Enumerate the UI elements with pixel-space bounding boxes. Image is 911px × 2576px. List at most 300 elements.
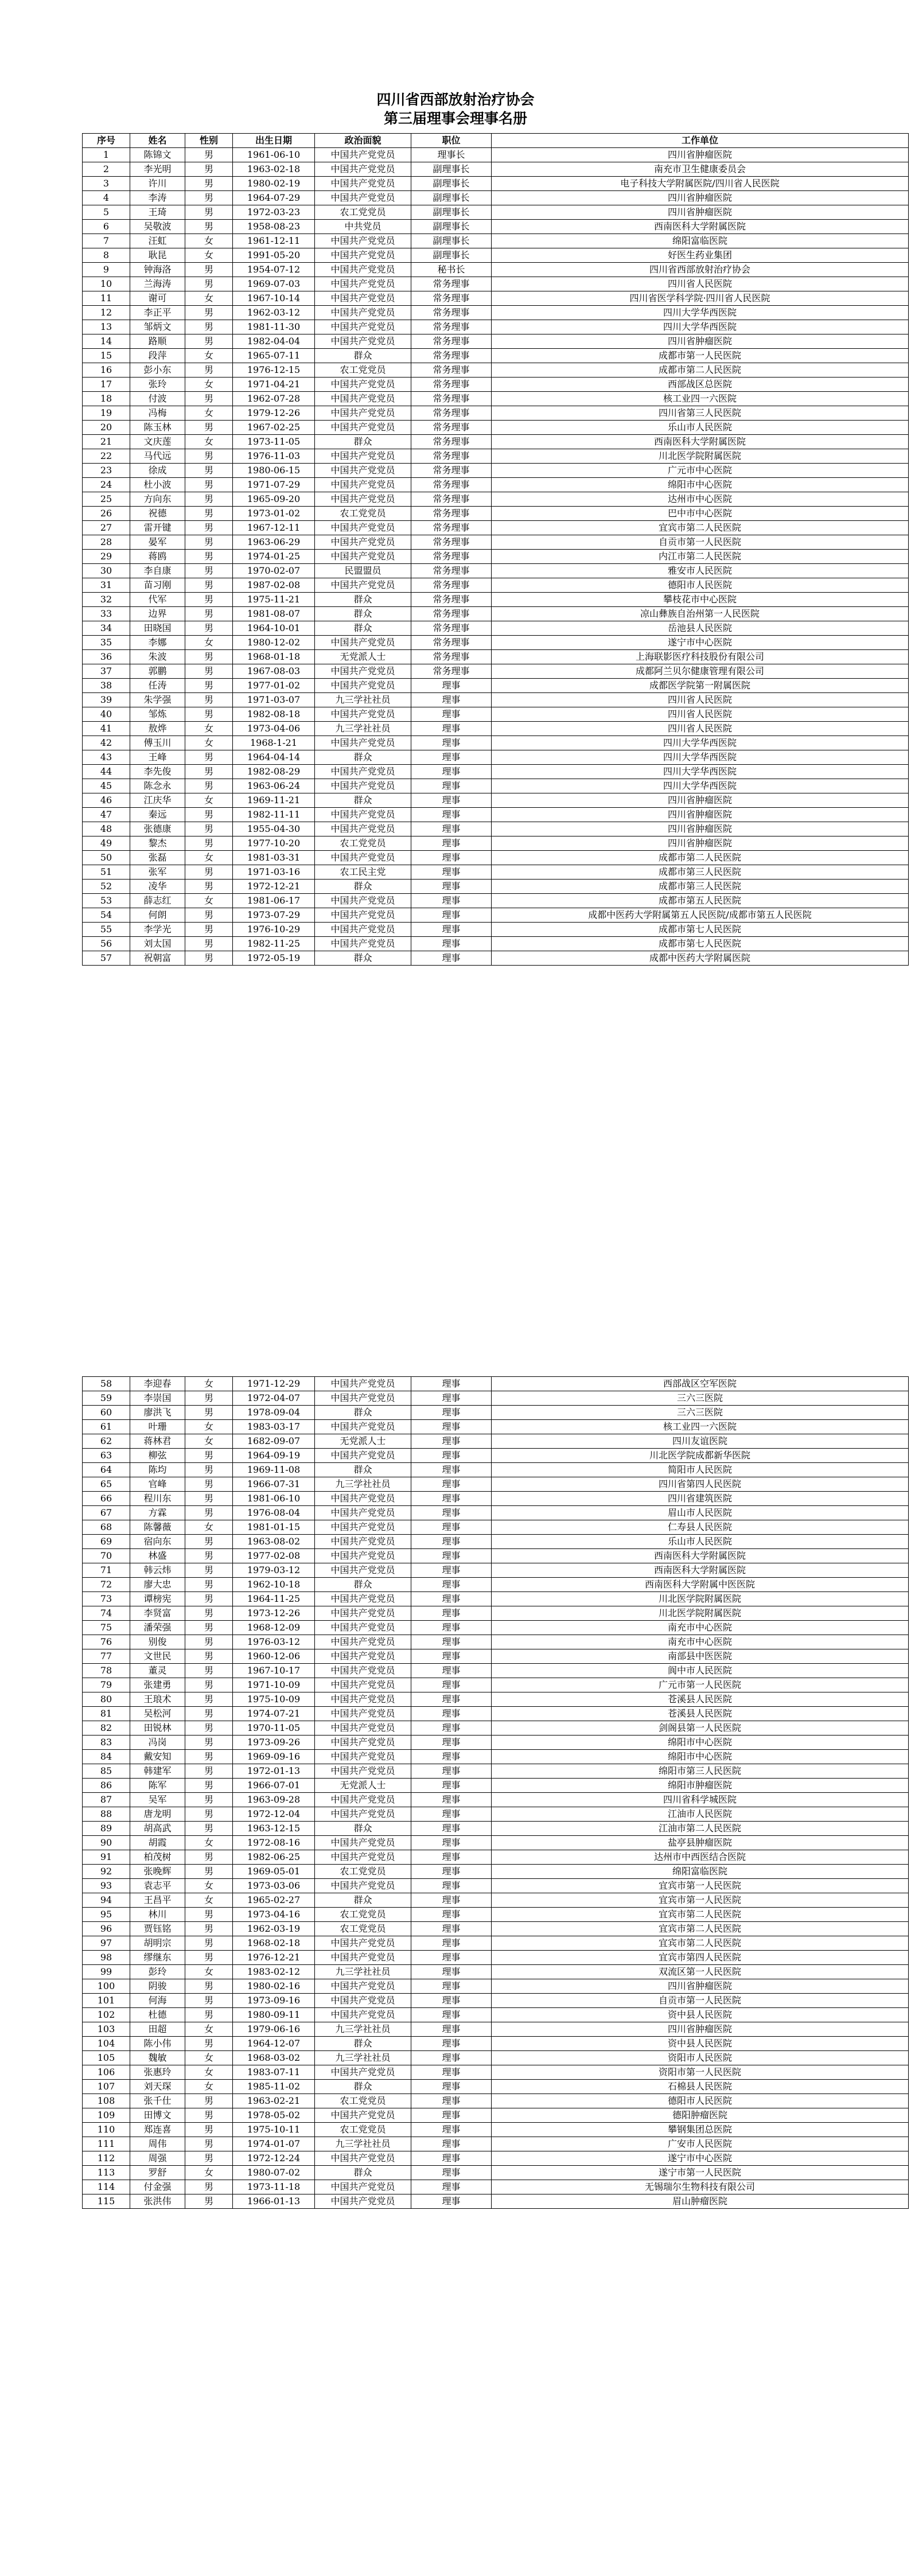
cell-unit: 四川省科学城医院: [492, 1793, 909, 1807]
cell-gender: 女: [185, 1520, 233, 1535]
cell-political: 中国共产党党员: [315, 449, 411, 464]
cell-political: 九三学社社员: [315, 1965, 411, 1979]
cell-position: 理事: [411, 679, 492, 693]
cell-gender: 男: [185, 1779, 233, 1793]
cell-unit: 四川省肿瘤医院: [492, 1979, 909, 1994]
cell-gender: 男: [185, 1994, 233, 2008]
cell-political: 中国共产党党员: [315, 1377, 411, 1391]
cell-birth: 1967-12-11: [233, 521, 315, 535]
cell-unit: 四川省第三人民医院: [492, 406, 909, 421]
cell-birth: 1966-07-01: [233, 1779, 315, 1793]
cell-birth: 1973-11-18: [233, 2180, 315, 2194]
cell-birth: 1954-07-12: [233, 263, 315, 277]
table-row: [83, 1951, 909, 1965]
cell-political: 中国共产党党员: [315, 1879, 411, 1893]
cell-unit: 四川省肿瘤医院: [492, 148, 909, 162]
cell-gender: 男: [185, 1908, 233, 1922]
cell-political: 中国共产党党员: [315, 334, 411, 349]
cell-gender: 男: [185, 1850, 233, 1865]
cell-birth: 1980-02-16: [233, 1979, 315, 1994]
cell-gender: 男: [185, 1391, 233, 1406]
cell-birth: 1971-12-29: [233, 1377, 315, 1391]
cell-no: 78: [83, 1664, 130, 1678]
cell-unit: 绵阳市中心医院: [492, 478, 909, 492]
cell-gender: 女: [185, 378, 233, 392]
cell-gender: 男: [185, 421, 233, 435]
cell-position: 理事: [411, 1850, 492, 1865]
cell-birth: 1958-08-23: [233, 220, 315, 234]
cell-birth: 1965-09-20: [233, 492, 315, 507]
cell-no: 90: [83, 1836, 130, 1850]
cell-political: 中国共产党党员: [315, 2151, 411, 2166]
header-unit: 工作单位: [492, 134, 909, 148]
cell-unit: 南充市中心医院: [492, 1621, 909, 1635]
cell-position: 理事: [411, 707, 492, 722]
cell-birth: 1969-11-08: [233, 1463, 315, 1477]
table-row: [83, 1606, 909, 1621]
cell-position: 理事: [411, 1979, 492, 1994]
cell-position: 理事: [411, 1492, 492, 1506]
cell-name: 李先俊: [130, 765, 185, 779]
cell-no: 107: [83, 2080, 130, 2094]
cell-no: 57: [83, 951, 130, 966]
cell-birth: 1963-06-24: [233, 779, 315, 793]
cell-gender: 女: [185, 2022, 233, 2037]
cell-birth: 1969-05-01: [233, 1865, 315, 1879]
cell-unit: 宜宾市第四人民医院: [492, 1951, 909, 1965]
table-row: [83, 693, 909, 707]
cell-political: 中国共产党党员: [315, 707, 411, 722]
cell-position: 理事: [411, 2180, 492, 2194]
cell-political: 中国共产党党员: [315, 765, 411, 779]
cell-position: 理事: [411, 1578, 492, 1592]
cell-unit: 资中县人民医院: [492, 2037, 909, 2051]
cell-political: 中国共产党党员: [315, 679, 411, 693]
cell-birth: 1967-10-17: [233, 1664, 315, 1678]
cell-position: 常务理事: [411, 664, 492, 679]
cell-political: 中国共产党党员: [315, 2008, 411, 2022]
cell-birth: 1991-05-20: [233, 248, 315, 263]
cell-political: 中国共产党党员: [315, 1391, 411, 1406]
table-row: [83, 248, 909, 263]
cell-position: 理事: [411, 1793, 492, 1807]
cell-unit: 凉山彝族自治州第一人民医院: [492, 607, 909, 621]
cell-gender: 女: [185, 2080, 233, 2094]
cell-unit: 乐山市人民医院: [492, 421, 909, 435]
cell-political: 中国共产党党员: [315, 263, 411, 277]
cell-gender: 女: [185, 1893, 233, 1908]
cell-no: 3: [83, 177, 130, 191]
cell-gender: 男: [185, 1549, 233, 1563]
cell-birth: 1983-03-17: [233, 1420, 315, 1434]
cell-no: 96: [83, 1922, 130, 1936]
cell-no: 22: [83, 449, 130, 464]
cell-no: 70: [83, 1549, 130, 1563]
cell-birth: 1962-07-28: [233, 392, 315, 406]
cell-name: 柏茂树: [130, 1850, 185, 1865]
table-row: [83, 1649, 909, 1664]
cell-name: 何朗: [130, 908, 185, 923]
cell-political: 中国共产党党员: [315, 1736, 411, 1750]
cell-no: 109: [83, 2108, 130, 2123]
table-row: [83, 334, 909, 349]
cell-political: 中国共产党党员: [315, 1807, 411, 1822]
table-row: [83, 1836, 909, 1850]
table-row: [83, 750, 909, 765]
cell-birth: 1968-02-18: [233, 1936, 315, 1951]
cell-position: 理事: [411, 894, 492, 908]
cell-birth: 1980-06-15: [233, 464, 315, 478]
cell-position: 理事: [411, 1434, 492, 1449]
cell-no: 56: [83, 937, 130, 951]
cell-name: 李光明: [130, 162, 185, 177]
cell-position: 理事: [411, 1994, 492, 2008]
cell-position: 副理事长: [411, 162, 492, 177]
cell-position: 理事: [411, 1506, 492, 1520]
cell-unit: 西部战区空军医院: [492, 1377, 909, 1391]
cell-no: 18: [83, 392, 130, 406]
cell-gender: 男: [185, 191, 233, 205]
table-row: [83, 2065, 909, 2080]
cell-gender: 男: [185, 2108, 233, 2123]
cell-no: 38: [83, 679, 130, 693]
table-row: [83, 1520, 909, 1535]
cell-political: 中国共产党党员: [315, 2180, 411, 2194]
cell-no: 64: [83, 1463, 130, 1477]
cell-political: 中国共产党党员: [315, 937, 411, 951]
cell-name: 祝朝富: [130, 951, 185, 966]
cell-gender: 男: [185, 2151, 233, 2166]
cell-birth: 1982-04-04: [233, 334, 315, 349]
cell-position: 理事: [411, 1836, 492, 1850]
cell-gender: 男: [185, 951, 233, 966]
cell-name: 叶珊: [130, 1420, 185, 1434]
cell-unit: 四川省人民医院: [492, 722, 909, 736]
cell-birth: 1971-10-09: [233, 1678, 315, 1692]
cell-unit: 简阳市人民医院: [492, 1463, 909, 1477]
cell-political: 中国共产党党员: [315, 191, 411, 205]
cell-name: 董灵: [130, 1664, 185, 1678]
cell-no: 103: [83, 2022, 130, 2037]
cell-position: 理事: [411, 1563, 492, 1578]
member-table-part-1: [82, 133, 909, 966]
cell-name: 胡高武: [130, 1822, 185, 1836]
cell-unit: 四川大学华西医院: [492, 320, 909, 334]
cell-birth: 1974-07-21: [233, 1707, 315, 1721]
cell-no: 31: [83, 578, 130, 593]
cell-unit: 资阳市人民医院: [492, 2051, 909, 2065]
cell-name: 江庆华: [130, 793, 185, 808]
table-row: [83, 1621, 909, 1635]
cell-gender: 女: [185, 894, 233, 908]
cell-gender: 男: [185, 478, 233, 492]
cell-gender: 女: [185, 1420, 233, 1434]
cell-unit: 广元市中心医院: [492, 464, 909, 478]
cell-position: 副理事长: [411, 205, 492, 220]
cell-political: 中国共产党党员: [315, 578, 411, 593]
cell-gender: 男: [185, 1764, 233, 1779]
cell-political: 中国共产党党员: [315, 1707, 411, 1721]
cell-name: 廖洪飞: [130, 1406, 185, 1420]
cell-name: 谭榜宪: [130, 1592, 185, 1606]
cell-unit: 成都中医药大学附属医院: [492, 951, 909, 966]
cell-no: 94: [83, 1893, 130, 1908]
cell-position: 理事: [411, 1664, 492, 1678]
cell-position: 理事: [411, 1893, 492, 1908]
cell-position: 理事: [411, 1707, 492, 1721]
cell-gender: 男: [185, 836, 233, 851]
cell-political: 群众: [315, 607, 411, 621]
cell-unit: 成都市第七人民医院: [492, 937, 909, 951]
cell-no: 114: [83, 2180, 130, 2194]
cell-position: 理事: [411, 1779, 492, 1793]
cell-name: 柳弦: [130, 1449, 185, 1463]
table-row: [83, 464, 909, 478]
table-row: [83, 1692, 909, 1707]
table-row: [83, 1506, 909, 1520]
table-row: [83, 664, 909, 679]
cell-unit: 绵阳市第三人民医院: [492, 1764, 909, 1779]
table-row: [83, 1406, 909, 1420]
cell-position: 理事: [411, 908, 492, 923]
cell-gender: 女: [185, 435, 233, 449]
cell-name: 韩建军: [130, 1764, 185, 1779]
cell-gender: 男: [185, 2094, 233, 2108]
table-row: [83, 1449, 909, 1463]
cell-no: 76: [83, 1635, 130, 1649]
cell-no: 19: [83, 406, 130, 421]
cell-name: 段萍: [130, 349, 185, 363]
cell-birth: 1971-07-29: [233, 478, 315, 492]
cell-birth: 1978-05-02: [233, 2108, 315, 2123]
cell-name: 周伟: [130, 2137, 185, 2151]
table-row: [83, 722, 909, 736]
cell-political: 群众: [315, 2080, 411, 2094]
cell-political: 中国共产党党员: [315, 1549, 411, 1563]
cell-political: 群众: [315, 750, 411, 765]
cell-political: 群众: [315, 2037, 411, 2051]
table-row: [83, 205, 909, 220]
cell-political: 中国共产党党员: [315, 1635, 411, 1649]
cell-name: 杜小波: [130, 478, 185, 492]
cell-unit: 南部县中医医院: [492, 1649, 909, 1664]
table-row: [83, 793, 909, 808]
cell-birth: 1962-03-19: [233, 1922, 315, 1936]
cell-no: 65: [83, 1477, 130, 1492]
cell-no: 55: [83, 923, 130, 937]
cell-unit: 西南医科大学附属中医医院: [492, 1578, 909, 1592]
cell-unit: 眉山肿瘤医院: [492, 2194, 909, 2209]
cell-name: 张惠玲: [130, 2065, 185, 2080]
cell-position: 理事: [411, 1750, 492, 1764]
cell-no: 104: [83, 2037, 130, 2051]
cell-unit: 核工业四一六医院: [492, 392, 909, 406]
cell-position: 常务理事: [411, 363, 492, 378]
cell-name: 付波: [130, 392, 185, 406]
cell-birth: 1983-02-12: [233, 1965, 315, 1979]
cell-name: 朱学强: [130, 693, 185, 707]
cell-birth: 1961-12-11: [233, 234, 315, 248]
cell-name: 吴军: [130, 1793, 185, 1807]
cell-unit: 四川省人民医院: [492, 707, 909, 722]
cell-birth: 1982-11-25: [233, 937, 315, 951]
cell-gender: 男: [185, 334, 233, 349]
cell-position: 理事: [411, 1592, 492, 1606]
cell-unit: 成都市第一人民医院: [492, 349, 909, 363]
table-row: [83, 363, 909, 378]
cell-name: 阴骏: [130, 1979, 185, 1994]
cell-birth: 1974-01-25: [233, 550, 315, 564]
cell-name: 魏敏: [130, 2051, 185, 2065]
cell-gender: 男: [185, 923, 233, 937]
cell-birth: 1981-06-10: [233, 1492, 315, 1506]
cell-political: 中国共产党党员: [315, 1606, 411, 1621]
table-row: [83, 808, 909, 822]
cell-gender: 男: [185, 707, 233, 722]
cell-political: 群众: [315, 349, 411, 363]
cell-gender: 女: [185, 1434, 233, 1449]
cell-position: 常务理事: [411, 507, 492, 521]
cell-birth: 1980-09-11: [233, 2008, 315, 2022]
cell-position: 理事: [411, 822, 492, 836]
cell-gender: 男: [185, 263, 233, 277]
cell-name: 冯梅: [130, 406, 185, 421]
cell-gender: 男: [185, 1678, 233, 1692]
cell-political: 中国共产党党员: [315, 1836, 411, 1850]
cell-position: 理事: [411, 851, 492, 865]
cell-name: 林川: [130, 1908, 185, 1922]
table-row: [83, 478, 909, 492]
cell-unit: 盐亭县肿瘤医院: [492, 1836, 909, 1850]
cell-political: 中国共产党党员: [315, 392, 411, 406]
cell-name: 廖大忠: [130, 1578, 185, 1592]
cell-name: 彭小东: [130, 363, 185, 378]
cell-no: 58: [83, 1377, 130, 1391]
cell-unit: 四川省肿瘤医院: [492, 191, 909, 205]
cell-position: 理事: [411, 1951, 492, 1965]
cell-no: 9: [83, 263, 130, 277]
cell-unit: 成都市第五人民医院: [492, 894, 909, 908]
cell-position: 常务理事: [411, 607, 492, 621]
cell-political: 中国共产党党员: [315, 2194, 411, 2209]
cell-political: 群众: [315, 1578, 411, 1592]
cell-unit: 四川省西部放射治疗协会: [492, 263, 909, 277]
cell-political: 中国共产党党员: [315, 1535, 411, 1549]
cell-position: 理事: [411, 808, 492, 822]
cell-position: 常务理事: [411, 564, 492, 578]
cell-no: 27: [83, 521, 130, 535]
cell-unit: 四川大学华西医院: [492, 779, 909, 793]
cell-birth: 1981-06-17: [233, 894, 315, 908]
cell-name: 田锐林: [130, 1721, 185, 1736]
cell-no: 88: [83, 1807, 130, 1822]
cell-political: 中国共产党党员: [315, 277, 411, 291]
cell-position: 理事: [411, 937, 492, 951]
table-row: [83, 392, 909, 406]
cell-unit: 西南医科大学附属医院: [492, 1563, 909, 1578]
cell-unit: 四川省肿瘤医院: [492, 822, 909, 836]
cell-unit: 达州市中心医院: [492, 492, 909, 507]
cell-birth: 1970-02-07: [233, 564, 315, 578]
cell-position: 理事: [411, 1535, 492, 1549]
cell-unit: 西南医科大学附属医院: [492, 435, 909, 449]
cell-birth: 1976-12-21: [233, 1951, 315, 1965]
cell-name: 张磊: [130, 851, 185, 865]
cell-position: 理事: [411, 693, 492, 707]
cell-name: 陈均: [130, 1463, 185, 1477]
cell-political: 中国共产党党员: [315, 1664, 411, 1678]
cell-name: 王琦: [130, 205, 185, 220]
cell-position: 常务理事: [411, 406, 492, 421]
cell-unit: 成都市第七人民医院: [492, 923, 909, 937]
cell-unit: 三六三医院: [492, 1406, 909, 1420]
cell-unit: 宜宾市第一人民医院: [492, 1879, 909, 1893]
cell-position: 理事: [411, 2022, 492, 2037]
cell-unit: 攀钢集团总医院: [492, 2123, 909, 2137]
cell-position: 常务理事: [411, 492, 492, 507]
cell-unit: 自贡市第一人民医院: [492, 1994, 909, 2008]
cell-no: 33: [83, 607, 130, 621]
cell-unit: 宜宾市第二人民医院: [492, 1908, 909, 1922]
cell-no: 106: [83, 2065, 130, 2080]
cell-no: 43: [83, 750, 130, 765]
cell-no: 110: [83, 2123, 130, 2137]
cell-gender: 男: [185, 550, 233, 564]
cell-gender: 女: [185, 722, 233, 736]
cell-position: 常务理事: [411, 621, 492, 636]
table-row: [83, 263, 909, 277]
cell-no: 92: [83, 1865, 130, 1879]
cell-political: 中国共产党党员: [315, 1721, 411, 1736]
cell-name: 邹炳文: [130, 320, 185, 334]
table-row: [83, 1908, 909, 1922]
cell-unit: 绵阳市肿瘤医院: [492, 1779, 909, 1793]
cell-gender: 女: [185, 2166, 233, 2180]
cell-gender: 女: [185, 248, 233, 263]
cell-political: 中国共产党党员: [315, 291, 411, 306]
cell-birth: 1964-10-01: [233, 621, 315, 636]
header-row: [83, 134, 909, 148]
cell-no: 5: [83, 205, 130, 220]
table-row: [83, 550, 909, 564]
cell-position: 理事: [411, 880, 492, 894]
cell-unit: 绵阳市中心医院: [492, 1750, 909, 1764]
cell-no: 98: [83, 1951, 130, 1965]
cell-unit: 成都医学院第一附属医院: [492, 679, 909, 693]
cell-position: 副理事长: [411, 177, 492, 191]
cell-position: 理事: [411, 2080, 492, 2094]
cell-position: 理事: [411, 2151, 492, 2166]
cell-no: 45: [83, 779, 130, 793]
cell-position: 理事: [411, 2166, 492, 2180]
cell-name: 田超: [130, 2022, 185, 2037]
cell-birth: 1966-01-13: [233, 2194, 315, 2209]
table-row: [83, 1434, 909, 1449]
cell-political: 农工党党员: [315, 1908, 411, 1922]
cell-birth: 1964-11-25: [233, 1592, 315, 1606]
cell-name: 陈玉林: [130, 421, 185, 435]
cell-name: 李迎春: [130, 1377, 185, 1391]
table-row: [83, 148, 909, 162]
table-row: [83, 564, 909, 578]
cell-gender: 男: [185, 148, 233, 162]
cell-name: 戴安知: [130, 1750, 185, 1764]
cell-position: 理事: [411, 2051, 492, 2065]
table-row: [83, 1535, 909, 1549]
cell-political: 中国共产党党员: [315, 550, 411, 564]
cell-name: 李娜: [130, 636, 185, 650]
cell-birth: 1973-12-26: [233, 1606, 315, 1621]
